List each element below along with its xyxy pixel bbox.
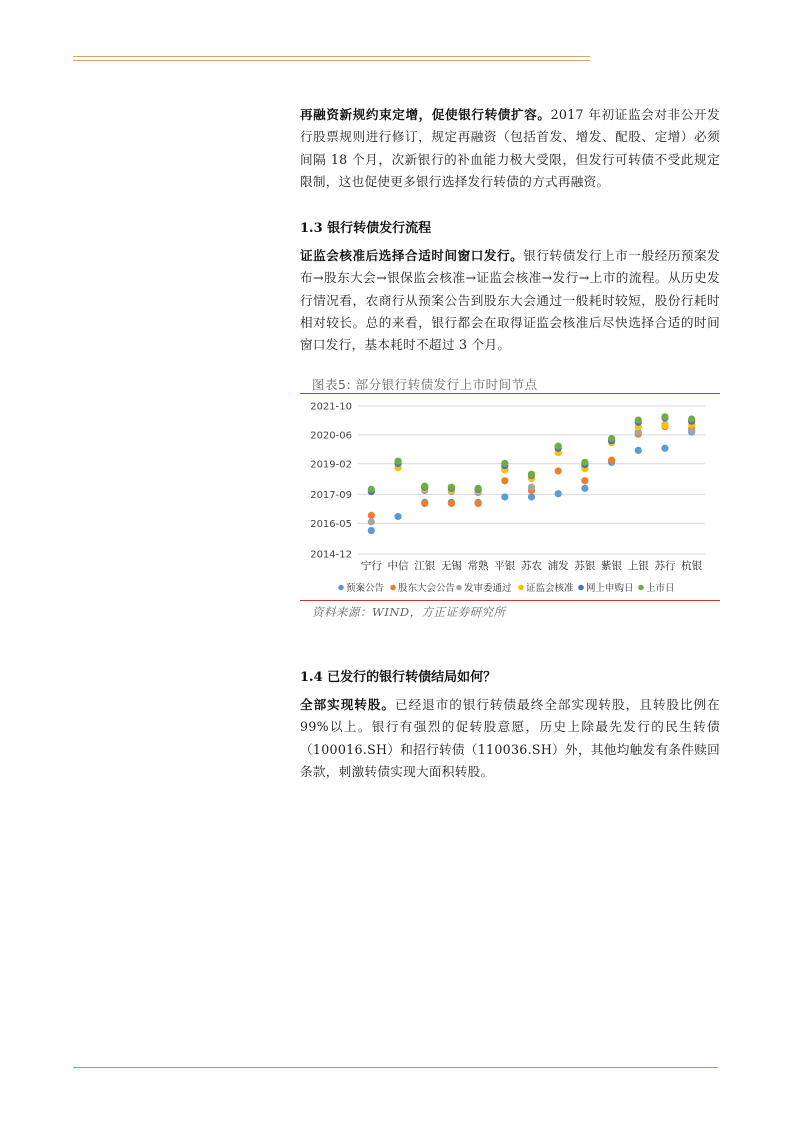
data-point <box>661 422 668 429</box>
x-tick-label: 上银 <box>627 560 649 572</box>
x-tick-label: 苏行 <box>654 560 676 572</box>
x-tick-label: 苏银 <box>574 560 596 572</box>
paragraph-body: 2017 年初证监会对非公开发行股票规则进行修订，规定再融资（包括首发、增发、配股、定增）必须间隔 18 个月，次新银行的补血能力极大受限，但发行可转债不受此规定限制，这也促使更多银行选择发行转债的方式再融资。 <box>300 107 720 189</box>
x-tick-label: 中信 <box>387 560 409 572</box>
data-point <box>421 483 428 490</box>
x-tick-label: 浦发 <box>547 560 569 572</box>
chart-legend <box>338 582 674 594</box>
chart-points <box>368 413 696 534</box>
y-tick-label: 2014-12 <box>310 549 352 561</box>
section-heading-1-4: 1.4 已发行的银行转债结局如何？ <box>300 670 497 685</box>
data-point <box>581 459 588 466</box>
data-point <box>448 484 455 491</box>
paragraph-refinancing <box>300 104 720 193</box>
paragraph-conversion <box>300 694 720 783</box>
legend-label: 预案公告 <box>346 583 385 594</box>
data-point <box>475 485 482 492</box>
x-tick-label: 平银 <box>494 560 516 572</box>
y-tick-label: 2021-10 <box>310 401 352 413</box>
figure-top-rule <box>300 393 720 394</box>
x-tick-label: 无锡 <box>440 560 462 572</box>
section-heading-1-3: 1.3 银行转债发行流程 <box>300 221 432 236</box>
y-tick-label: 2020-06 <box>310 430 352 442</box>
legend-label: 发审委通过 <box>464 583 512 594</box>
x-tick-label: 杭银 <box>681 560 703 572</box>
data-point <box>688 427 695 434</box>
footer-rule <box>73 1067 718 1068</box>
x-tick-label: 宁行 <box>360 560 382 572</box>
data-point <box>555 490 562 497</box>
header-rule <box>73 56 590 61</box>
legend-marker <box>390 585 396 591</box>
data-point <box>448 500 455 507</box>
data-point <box>368 486 375 493</box>
legend-label: 上市日 <box>646 583 675 594</box>
data-point <box>421 500 428 507</box>
data-point <box>661 445 668 452</box>
legend-label: 证监会核准 <box>526 583 574 594</box>
data-point <box>635 447 642 454</box>
data-point <box>394 513 401 520</box>
paragraph-lead: 再融资新规约束定增，促使银行转债扩容。 <box>300 107 551 122</box>
data-point <box>368 518 375 525</box>
y-tick-label: 2019-02 <box>310 459 352 471</box>
legend-marker <box>338 585 344 591</box>
data-point <box>501 460 508 467</box>
data-point <box>635 416 642 423</box>
paragraph-lead: 证监会核准后选择合适时间窗口发行。 <box>300 248 524 263</box>
figure-bottom-rule <box>300 600 720 601</box>
data-point <box>501 477 508 484</box>
figure-title: 图表5: 部分银行转债发行上市时间节点 <box>312 377 538 392</box>
data-point <box>661 413 668 420</box>
paragraph-issue-process <box>300 245 720 356</box>
x-tick-label: 常熟 <box>467 560 489 572</box>
legend-marker <box>638 585 644 591</box>
figure-source: 资料来源：WIND，方正证券研究所 <box>312 605 506 619</box>
data-point <box>555 442 562 449</box>
data-point <box>528 471 535 478</box>
data-point <box>501 493 508 500</box>
x-tick-label: 紫银 <box>601 560 623 572</box>
data-point <box>368 527 375 534</box>
data-point <box>528 493 535 500</box>
chart-x-ticks <box>361 559 703 572</box>
data-point <box>528 484 535 491</box>
data-point <box>475 500 482 507</box>
data-point <box>394 458 401 465</box>
timeline-scatter-chart <box>300 395 720 600</box>
data-point <box>581 477 588 484</box>
y-tick-label: 2017-09 <box>310 489 352 501</box>
data-point <box>608 435 615 442</box>
legend-marker <box>518 585 524 591</box>
data-point <box>555 467 562 474</box>
paragraph-lead: 全部实现转股。 <box>300 697 395 712</box>
y-tick-label: 2016-05 <box>310 518 352 530</box>
legend-label: 网上申购日 <box>586 583 634 594</box>
data-point <box>688 415 695 422</box>
x-tick-label: 江银 <box>414 560 436 572</box>
data-point <box>608 457 615 464</box>
legend-marker <box>456 585 462 591</box>
legend-marker <box>578 585 584 591</box>
data-point <box>368 512 375 519</box>
legend-label: 股东大会公告 <box>398 583 456 594</box>
paragraph-body: 银行转债发行上市一般经历预案发布→股东大会→银保监会核准→证监会核准→发行→上市的流程。从历史发行情况看，农商行从预案公告到股东大会通过一般耗时较短，股份行耗时相对较长。总的来看，银行都会在取得证监会核准后尽快选择合适的时间窗口发行，基本耗时不超过 3 个月。 <box>300 248 720 353</box>
paragraph-body: 已经退市的银行转债最终全部实现转股，且转股比例在 99%以上。银行有强烈的促转股意愿，历史上除最先发行的民生转债（100016.SH）和招行转债（110036.SH）外，其他均触发有条件赎回条款，刺激转债实现大面积转股。 <box>300 697 720 779</box>
x-tick-label: 苏农 <box>521 560 542 572</box>
chart-y-ticks <box>310 402 352 561</box>
data-point <box>581 485 588 492</box>
